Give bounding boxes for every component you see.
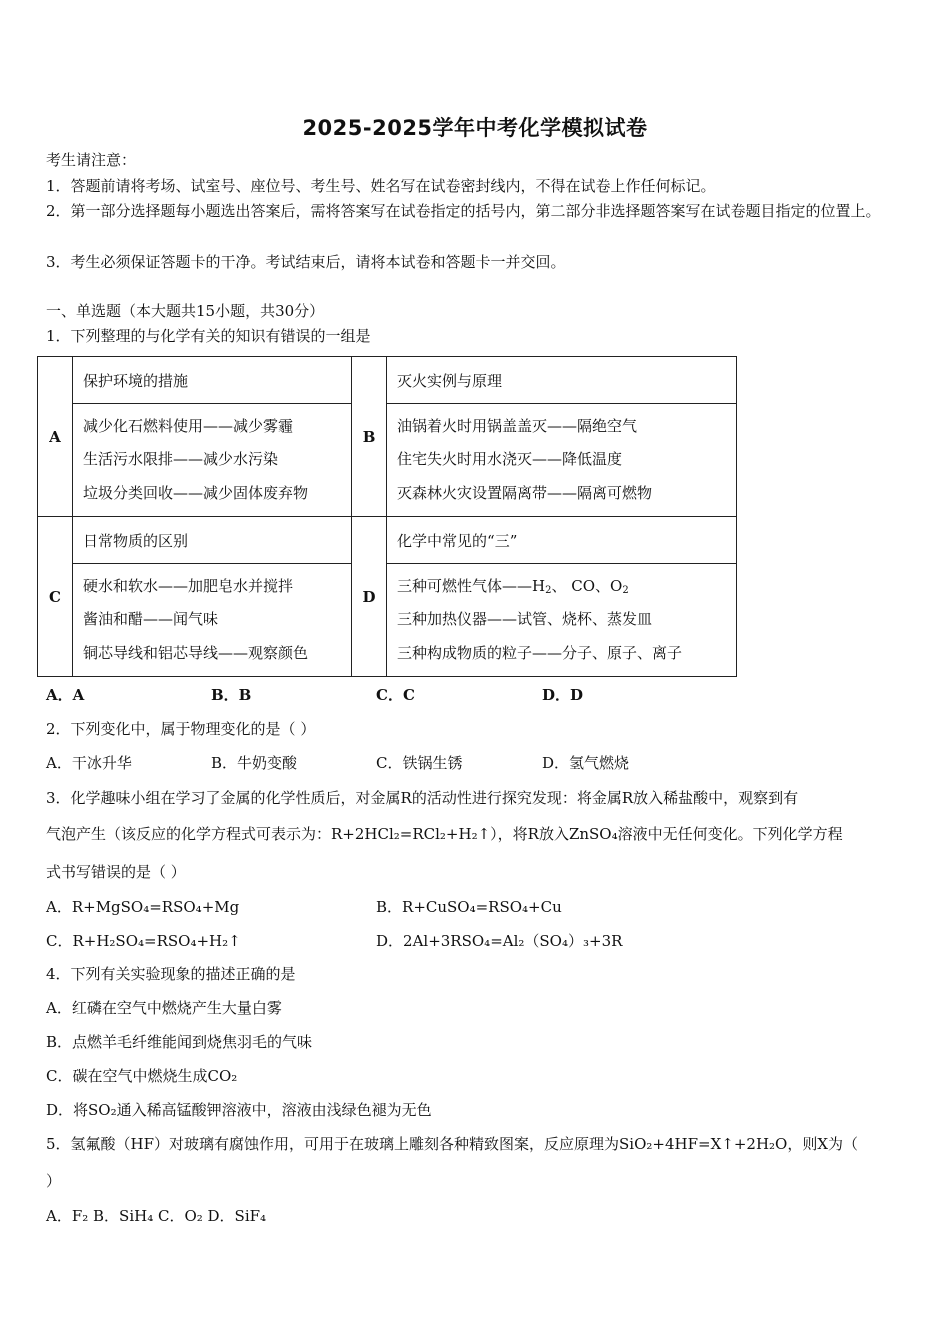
q5-options[interactable]: A．F₂ B．SiH₄ C．O₂ D．SiF₄ bbox=[46, 1207, 267, 1225]
table-c-line-3: 铜芯导线和铝芯导线——观察颜色 bbox=[83, 643, 309, 662]
question-3-line-2: 气泡产生（该反应的化学方程式可表示为：R+2HCl₂=RCl₂+H₂↑），将R放入ZnSO₄溶液中无任何变化。下列化学方程 bbox=[46, 825, 843, 843]
notice-item-2: 2．第一部分选择题每小题选出答案后，需将答案写在试卷指定的括号内，第二部分非选择题答案写在试卷题目指定的位置上。 bbox=[46, 202, 881, 220]
page-title: 2025-2025学年中考化学模拟试卷 bbox=[302, 116, 648, 140]
q3-option-d[interactable]: D．2Al+3RSO₄=Al₂（SO₄）₃+3R bbox=[376, 932, 623, 950]
q3-option-a[interactable]: A．R+MgSO₄=RSO₄+Mg bbox=[46, 898, 240, 916]
table-label-d: D bbox=[352, 517, 387, 677]
q1-option-d[interactable]: D．D bbox=[542, 686, 584, 704]
table-a-line-1: 减少化石燃料使用——减少雾霾 bbox=[83, 416, 294, 435]
table-body-a bbox=[73, 404, 352, 517]
table-a-line-2: 生活污水限排——减少水污染 bbox=[83, 450, 279, 469]
table-a-line-3: 垃圾分类回收——减少固体废弃物 bbox=[83, 483, 309, 502]
q2-option-b[interactable]: B．牛奶变酸 bbox=[211, 754, 298, 772]
question-4-stem: 4．下列有关实验现象的描述正确的是 bbox=[46, 965, 296, 983]
table-b-line-3: 灭森林火灾设置隔离带——隔离可燃物 bbox=[397, 483, 653, 502]
section-heading: 一、单选题（本大题共15小题，共30分） bbox=[46, 302, 325, 320]
q1-option-b[interactable]: B．B bbox=[211, 686, 252, 704]
q1-option-c[interactable]: C．C bbox=[376, 686, 415, 704]
notice-item-3: 3．考生必须保证答题卡的干净。考试结束后，请将本试卷和答题卡一并交回。 bbox=[46, 253, 566, 271]
table-c-line-1: 硬水和软水——加肥皂水并搅拌 bbox=[83, 576, 294, 595]
knowledge-table bbox=[37, 356, 737, 677]
table-body-d bbox=[387, 564, 737, 677]
table-label-c: C bbox=[38, 517, 73, 677]
table-body-b bbox=[387, 404, 737, 517]
table-head-c: 日常物质的区别 bbox=[73, 517, 352, 564]
q2-option-c[interactable]: C．铁锅生锈 bbox=[376, 754, 463, 772]
table-head-d: 化学中常见的“三” bbox=[387, 517, 737, 564]
table-d-line-2: 三种加热仪器——试管、烧杯、蒸发皿 bbox=[397, 610, 653, 629]
table-body-c bbox=[73, 564, 352, 677]
q2-option-d[interactable]: D．氢气燃烧 bbox=[542, 754, 630, 772]
q4-option-c[interactable]: C．碳在空气中燃烧生成CO₂ bbox=[46, 1067, 238, 1085]
table-c-line-2: 酱油和醋——闻气味 bbox=[83, 610, 219, 629]
question-3-line-1: 3．化学趣味小组在学习了金属的化学性质后，对金属R的活动性进行探究发现：将金属R放入稀盐酸中，观察到有 bbox=[46, 789, 799, 807]
q3-option-c[interactable]: C．R+H₂SO₄=RSO₄+H₂↑ bbox=[46, 932, 241, 950]
table-b-line-1: 油锅着火时用锅盖盖灭——隔绝空气 bbox=[397, 416, 638, 435]
question-2-stem: 2．下列变化中，属于物理变化的是（ ） bbox=[46, 720, 316, 738]
notice-item-1: 1．答题前请将考场、试室号、座位号、考生号、姓名写在试卷密封线内，不得在试卷上作任何标记。 bbox=[46, 177, 716, 195]
question-5-line-2: ） bbox=[46, 1172, 62, 1190]
table-d-line-1: 三种可燃性气体$——H_2$、 CO、$O_2$ bbox=[397, 576, 629, 596]
question-5-line-1: 5．氢氟酸（HF）对玻璃有腐蚀作用，可用于在玻璃上雕刻各种精致图案，反应原理为SiO₂+4HF=X↑+2H₂O，则X为（ bbox=[46, 1135, 859, 1153]
table-head-a: 保护环境的措施 bbox=[73, 357, 352, 404]
table-head-b: 灭火实例与原理 bbox=[387, 357, 737, 404]
q2-option-a[interactable]: A．干冰升华 bbox=[46, 754, 132, 772]
question-1-stem: 1．下列整理的与化学有关的知识有错误的一组是 bbox=[46, 327, 371, 345]
table-label-a: A bbox=[38, 357, 73, 517]
table-d-line-3: 三种构成物质的粒子——分子、原子、离子 bbox=[397, 643, 683, 662]
q4-option-b[interactable]: B．点燃羊毛纤维能闻到烧焦羽毛的气味 bbox=[46, 1033, 313, 1051]
q4-option-a[interactable]: A．红磷在空气中燃烧产生大量白雾 bbox=[46, 999, 282, 1017]
q4-option-d[interactable]: D．将SO₂通入稀高锰酸钾溶液中，溶液由浅绿色褪为无色 bbox=[46, 1101, 432, 1119]
q3-option-b[interactable]: B．R+CuSO₄=RSO₄+Cu bbox=[376, 898, 562, 916]
question-3-line-3: 式书写错误的是（ ） bbox=[46, 863, 186, 881]
q1-option-a[interactable]: A．A bbox=[46, 686, 85, 704]
notice-heading: 考生请注意： bbox=[46, 151, 137, 169]
table-label-b: B bbox=[352, 357, 387, 517]
table-b-line-2: 住宅失火时用水浇灭——降低温度 bbox=[397, 450, 623, 469]
